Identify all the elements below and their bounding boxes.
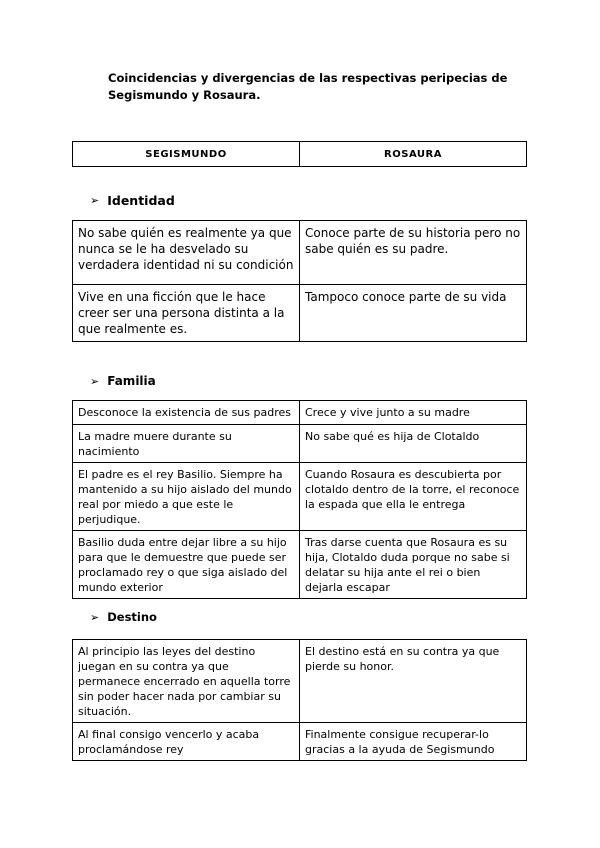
table-cell: No sabe quién es realmente ya que nunca se le ha desvelado su verdadera identidad ni su condición [73,221,300,285]
table-row [73,640,527,723]
table-row [73,463,527,531]
identidad-table [72,220,527,342]
arrow-bullet-icon: ➢ [90,374,100,388]
table-cell: Finalmente consigue recuperar-lo gracias a la ayuda de Segismundo [300,723,527,761]
arrow-bullet-icon: ➢ [90,610,100,624]
table-cell: Cuando Rosaura es descubierta por clotaldo dentro de la torre, el reconoce la espada que ella le entrega [300,463,527,531]
table-cell: Al final consigo vencerlo y acaba proclamándose rey [73,723,300,761]
table-cell: Crece y vive junto a su madre [300,401,527,425]
table-row [73,221,527,285]
section-title: Identidad [107,193,175,208]
table-cell: Tras darse cuenta que Rosaura es su hija, Clotaldo duda porque no sabe si delatar su hija ante el rei o bien dejarla escapar [300,531,527,599]
arrow-bullet-icon: ➢ [90,194,100,207]
document-title: Coincidencias y divergencias de las respectivas peripecias de Segismundo y Rosaura. [108,71,508,102]
familia-table [72,400,527,599]
table-cell: Vive en una ficción que le hace creer ser una persona distinta a la que realmente es. [73,285,300,342]
header-row [73,142,527,167]
table-cell: Conoce parte de su historia pero no sabe quién es su padre. [300,221,527,285]
table-cell: Desconoce la existencia de sus padres [73,401,300,425]
header-table [72,141,527,167]
table-cell: Al principio las leyes del destino juegan en su contra ya que permanece encerrado en aquella torre sin poder hacer nada por cambiar su situación. [73,640,300,723]
table-cell: No sabe qué es hija de Clotaldo [300,425,527,463]
table-cell: La madre muere durante su nacimiento [73,425,300,463]
section-destino-heading [90,610,157,624]
section-title: Destino [107,610,157,624]
table-cell: El destino está en su contra ya que pierde su honor. [300,640,527,723]
destino-table [72,639,527,761]
section-identidad-heading [90,193,175,208]
table-cell: Tampoco conoce parte de su vida [300,285,527,342]
table-cell: El padre es el rey Basilio. Siempre ha mantenido a su hijo aislado del mundo real por miedo a que este le perjudique. [73,463,300,531]
table-row [73,401,527,425]
header-segismundo: SEGISMUNDO [73,142,300,167]
table-row [73,285,527,342]
table-row [73,723,527,761]
table-row [73,425,527,463]
table-row [73,531,527,599]
table-cell: Basilio duda entre dejar libre a su hijo para que le demuestre que puede ser proclamado rey o que siga aislado del mundo exterior [73,531,300,599]
section-familia-heading [90,374,156,388]
header-rosaura: ROSAURA [300,142,527,167]
section-title: Familia [107,374,156,388]
